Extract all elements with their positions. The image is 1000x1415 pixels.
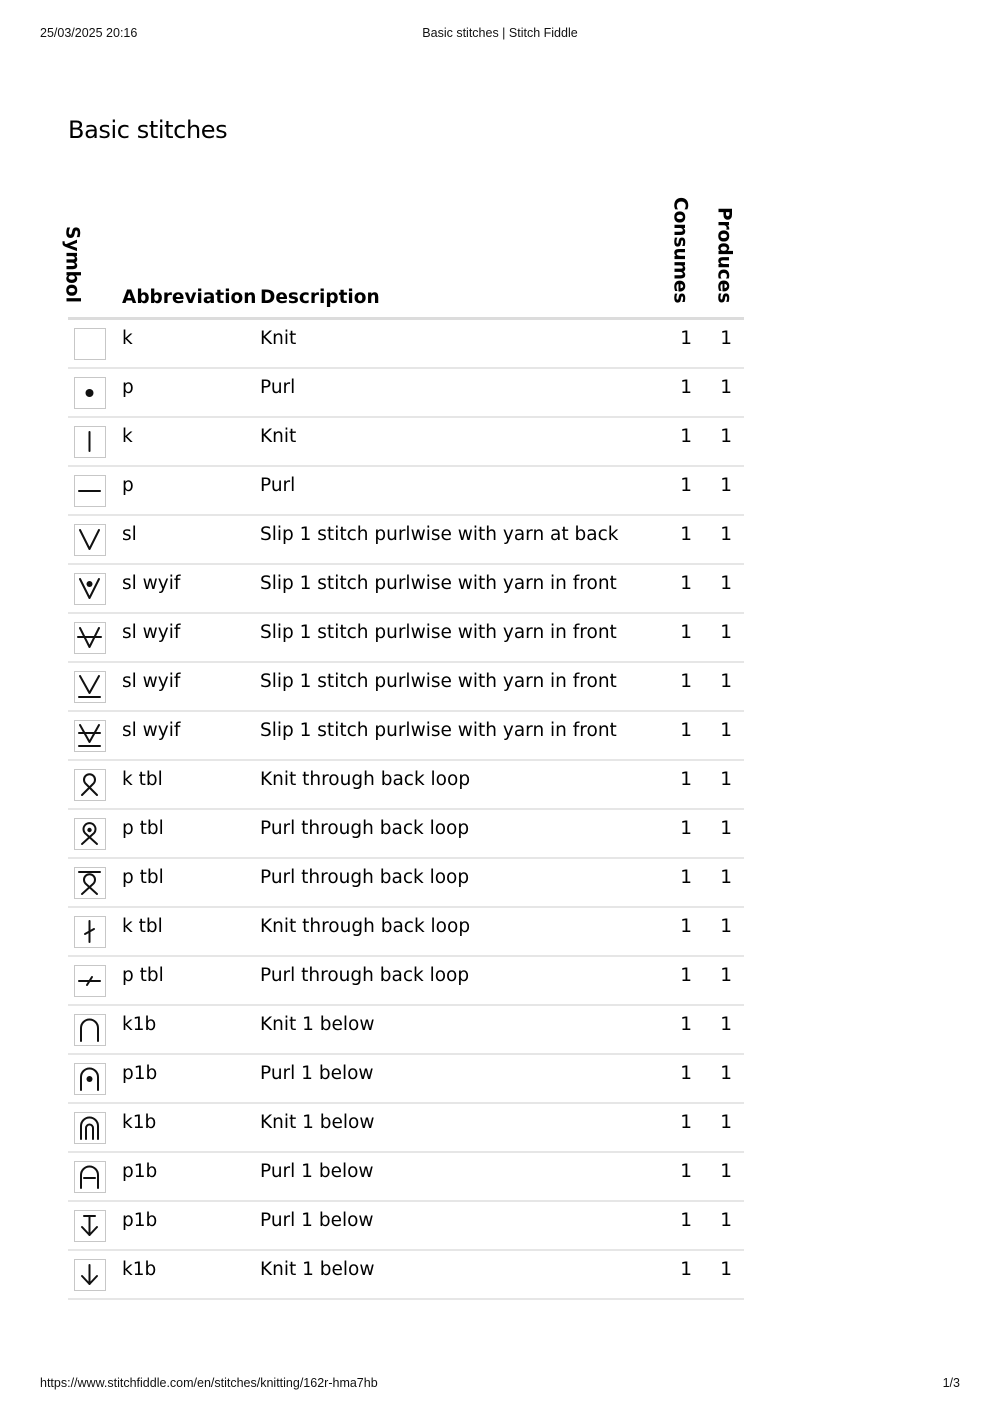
consumes-cell: 1 [664, 1049, 704, 1098]
description-cell: Slip 1 stitch purlwise with yarn in front [260, 706, 664, 755]
abbreviation-cell: k1b [122, 1098, 260, 1147]
symbol-cell [68, 613, 122, 662]
produces-cell: 1 [704, 853, 744, 902]
table-row [68, 466, 744, 515]
abbreviation-cell: p1b [122, 1049, 260, 1098]
description-cell: Purl through back loop [260, 853, 664, 902]
table-row [68, 662, 744, 711]
symbol-cell [68, 319, 122, 369]
description-cell: Purl [260, 461, 664, 510]
symbol-cell [68, 1201, 122, 1250]
table-row [68, 1005, 744, 1054]
header-symbol-label: Symbol [61, 226, 83, 303]
arch-dash-icon [74, 1161, 106, 1193]
header-produces-label: Produces [713, 206, 735, 303]
abbreviation-cell: p tbl [122, 804, 260, 853]
description-cell: Slip 1 stitch purlwise with yarn at back [260, 510, 664, 559]
produces-cell: 1 [704, 706, 744, 755]
produces-cell: 1 [704, 461, 744, 510]
consumes-cell: 1 [664, 951, 704, 1000]
abbreviation-cell: sl wyif [122, 559, 260, 608]
consumes-cell: 1 [664, 853, 704, 902]
purl-dot-icon [74, 377, 106, 409]
produces-cell: 1 [704, 363, 744, 412]
abbreviation-cell: k1b [122, 1245, 260, 1294]
symbol-cell [68, 711, 122, 760]
description-cell: Knit 1 below [260, 1098, 664, 1147]
produces-cell: 1 [704, 1245, 744, 1294]
abbreviation-cell: p1b [122, 1147, 260, 1196]
symbol-cell [68, 515, 122, 564]
produces-cell: 1 [704, 755, 744, 804]
description-cell: Slip 1 stitch purlwise with yarn in front [260, 657, 664, 706]
abbreviation-cell: k [122, 412, 260, 461]
symbol-cell [68, 1250, 122, 1299]
symbol-cell [68, 809, 122, 858]
produces-cell: 1 [704, 608, 744, 657]
abbreviation-cell: sl [122, 510, 260, 559]
abbreviation-cell: k [122, 314, 260, 364]
table-row [68, 1152, 744, 1201]
consumes-cell: 1 [664, 412, 704, 461]
consumes-cell: 1 [664, 804, 704, 853]
description-cell: Slip 1 stitch purlwise with yarn in front [260, 559, 664, 608]
knit-vertical-bar-icon [74, 426, 106, 458]
slip-v-crossbar-icon [74, 622, 106, 654]
symbol-cell [68, 1005, 122, 1054]
table-header-row [68, 190, 744, 319]
table-row [68, 907, 744, 956]
produces-cell: 1 [704, 804, 744, 853]
abbreviation-cell: p tbl [122, 853, 260, 902]
table-row [68, 319, 744, 369]
table-row [68, 564, 744, 613]
table-row [68, 858, 744, 907]
description-cell: Purl through back loop [260, 804, 664, 853]
twisted-loop-dot-icon [74, 818, 106, 850]
symbol-cell [68, 858, 122, 907]
produces-cell: 1 [704, 951, 744, 1000]
description-cell: Purl 1 below [260, 1147, 664, 1196]
table-row [68, 1250, 744, 1299]
table-row [68, 760, 744, 809]
symbol-cell [68, 1103, 122, 1152]
knit-blank-icon [74, 328, 106, 360]
print-page-title: Basic stitches | Stitch Fiddle [422, 26, 578, 40]
twisted-loop-bar-icon [74, 867, 106, 899]
produces-cell: 1 [704, 1196, 744, 1245]
table-row [68, 809, 744, 858]
description-cell: Knit through back loop [260, 755, 664, 804]
description-cell: Knit [260, 314, 664, 364]
symbol-cell [68, 368, 122, 417]
table-row [68, 711, 744, 760]
slip-v-crossbar-underline-icon [74, 720, 106, 752]
consumes-cell: 1 [664, 755, 704, 804]
twisted-loop-icon [74, 769, 106, 801]
header-consumes [664, 190, 704, 319]
symbol-cell [68, 466, 122, 515]
vertical-slash-icon [74, 916, 106, 948]
table-row [68, 613, 744, 662]
print-date: 25/03/2025 20:16 [40, 26, 138, 40]
down-arrow-icon [74, 1259, 106, 1291]
page-title: Basic stitches [68, 116, 228, 144]
table-row [68, 368, 744, 417]
produces-cell: 1 [704, 657, 744, 706]
description-cell: Knit 1 below [260, 1000, 664, 1049]
produces-cell: 1 [704, 1098, 744, 1147]
consumes-cell: 1 [664, 510, 704, 559]
consumes-cell: 1 [664, 1000, 704, 1049]
consumes-cell: 1 [664, 1196, 704, 1245]
description-cell: Purl 1 below [260, 1049, 664, 1098]
consumes-cell: 1 [664, 559, 704, 608]
table-row [68, 417, 744, 466]
horizontal-slash-icon [74, 965, 106, 997]
description-cell: Slip 1 stitch purlwise with yarn in front [260, 608, 664, 657]
print-page-number: 1/3 [942, 1376, 960, 1390]
description-cell: Purl through back loop [260, 951, 664, 1000]
produces-cell: 1 [704, 1049, 744, 1098]
description-cell: Knit [260, 412, 664, 461]
purl-horizontal-dash-icon [74, 475, 106, 507]
produces-cell: 1 [704, 412, 744, 461]
table-body [68, 319, 744, 1300]
abbreviation-cell: sl wyif [122, 657, 260, 706]
abbreviation-cell: sl wyif [122, 608, 260, 657]
produces-cell: 1 [704, 510, 744, 559]
down-arrow-bar-icon [74, 1210, 106, 1242]
arch-dot-icon [74, 1063, 106, 1095]
consumes-cell: 1 [664, 608, 704, 657]
produces-cell: 1 [704, 1000, 744, 1049]
stitch-table [61, 190, 744, 1300]
abbreviation-cell: p tbl [122, 951, 260, 1000]
symbol-cell [68, 956, 122, 1005]
arch-icon [74, 1014, 106, 1046]
abbreviation-cell: k tbl [122, 902, 260, 951]
symbol-cell [68, 760, 122, 809]
description-cell: Knit through back loop [260, 902, 664, 951]
header-abbreviation: Abbreviation [122, 190, 260, 319]
double-arch-icon [74, 1112, 106, 1144]
produces-cell: 1 [704, 559, 744, 608]
table-row [68, 1201, 744, 1250]
abbreviation-cell: p1b [122, 1196, 260, 1245]
consumes-cell: 1 [664, 706, 704, 755]
abbreviation-cell: k1b [122, 1000, 260, 1049]
symbol-cell [68, 564, 122, 613]
abbreviation-cell: p [122, 363, 260, 412]
table-row [68, 1054, 744, 1103]
consumes-cell: 1 [664, 363, 704, 412]
header-produces [704, 190, 744, 319]
table-row [68, 1103, 744, 1152]
produces-cell: 1 [704, 902, 744, 951]
print-url: https://www.stitchfiddle.com/en/stitches/knitting/162r-hma7hb [40, 1376, 378, 1390]
abbreviation-cell: sl wyif [122, 706, 260, 755]
abbreviation-cell: k tbl [122, 755, 260, 804]
produces-cell: 1 [704, 314, 744, 364]
description-cell: Purl [260, 363, 664, 412]
consumes-cell: 1 [664, 1098, 704, 1147]
symbol-cell [68, 662, 122, 711]
consumes-cell: 1 [664, 1147, 704, 1196]
slip-v-underline-icon [74, 671, 106, 703]
abbreviation-cell: p [122, 461, 260, 510]
consumes-cell: 1 [664, 1245, 704, 1294]
slip-v-dot-icon [74, 573, 106, 605]
consumes-cell: 1 [664, 902, 704, 951]
description-cell: Knit 1 below [260, 1245, 664, 1294]
header-symbol [61, 190, 122, 319]
table-row [68, 956, 744, 1005]
consumes-cell: 1 [664, 657, 704, 706]
table-row [68, 515, 744, 564]
symbol-cell [68, 1152, 122, 1201]
symbol-cell [68, 417, 122, 466]
consumes-cell: 1 [664, 461, 704, 510]
consumes-cell: 1 [664, 314, 704, 364]
header-description: Description [260, 190, 664, 319]
symbol-cell [68, 1054, 122, 1103]
header-consumes-label: Consumes [669, 196, 691, 303]
slip-v-icon [74, 524, 106, 556]
produces-cell: 1 [704, 1147, 744, 1196]
description-cell: Purl 1 below [260, 1196, 664, 1245]
symbol-cell [68, 907, 122, 956]
